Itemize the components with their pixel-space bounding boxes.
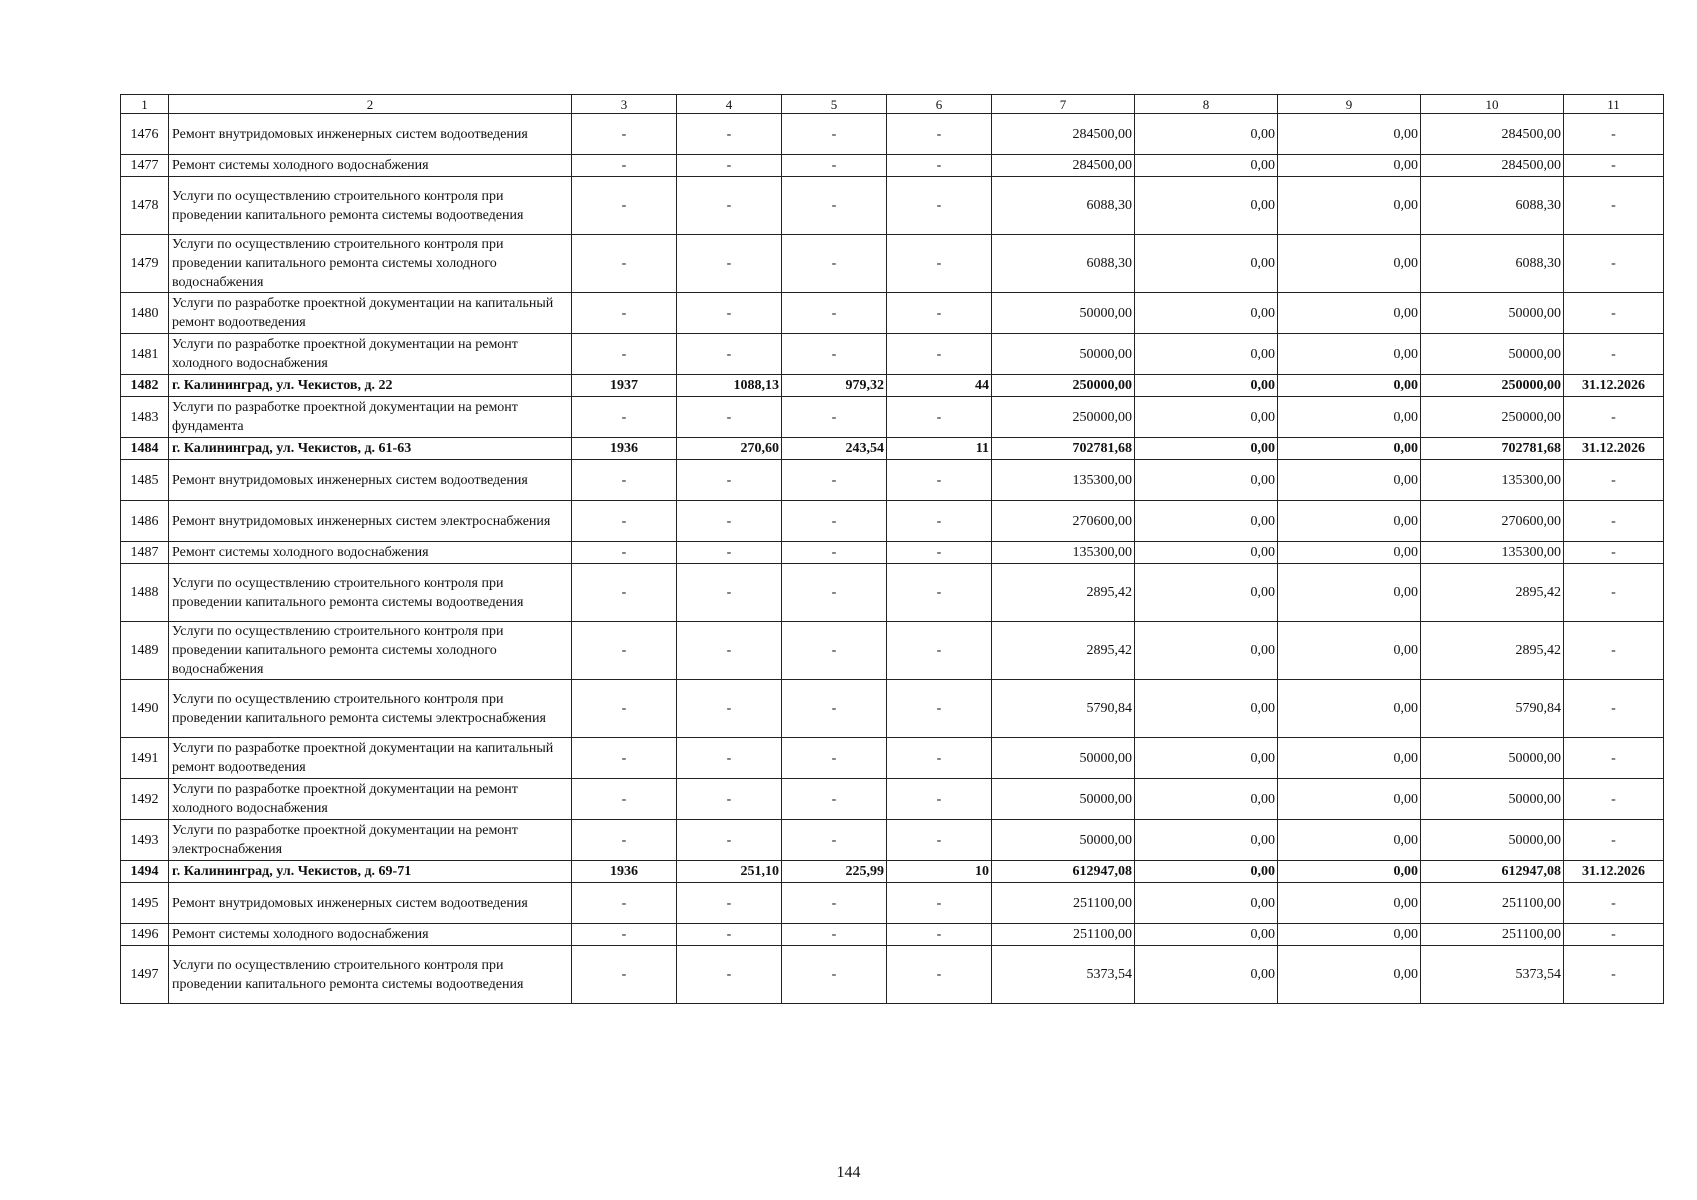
table-row (121, 114, 1664, 155)
col8-cell: 0,00 (1135, 293, 1278, 334)
total-cost-cell: 2895,42 (992, 564, 1135, 622)
col10-cell: 5373,54 (1421, 946, 1564, 1004)
description-cell: Услуги по разработке проектной документации на ремонт электроснабжения (169, 820, 572, 861)
deadline-cell: - (1564, 177, 1664, 235)
col8-cell: 0,00 (1135, 779, 1278, 820)
description-cell: Услуги по разработке проектной документации на капитальный ремонт водоотведения (169, 293, 572, 334)
col4-cell: - (677, 460, 782, 501)
col6-cell: - (887, 397, 992, 438)
col6-cell: - (887, 622, 992, 680)
header-cell-8: 8 (1135, 95, 1278, 114)
col6-cell: 11 (887, 438, 992, 460)
row-number-cell: 1493 (121, 820, 169, 861)
col6-cell: - (887, 779, 992, 820)
description-cell: Ремонт внутридомовых инженерных систем водоотведения (169, 460, 572, 501)
year-cell: - (572, 680, 677, 738)
col10-cell: 50000,00 (1421, 738, 1564, 779)
total-cost-cell: 50000,00 (992, 293, 1135, 334)
year-cell: - (572, 155, 677, 177)
table-row (121, 235, 1664, 293)
header-cell-1: 1 (121, 95, 169, 114)
col9-cell: 0,00 (1278, 293, 1421, 334)
description-cell: г. Калининград, ул. Чекистов, д. 61-63 (169, 438, 572, 460)
col8-cell: 0,00 (1135, 235, 1278, 293)
col9-cell: 0,00 (1278, 564, 1421, 622)
col8-cell: 0,00 (1135, 924, 1278, 946)
col6-cell: - (887, 293, 992, 334)
col5-cell: - (782, 680, 887, 738)
description-cell: Услуги по осуществлению строительного контроля при проведении капитального ремонта системы холодного водоснабжения (169, 235, 572, 293)
col10-cell: 50000,00 (1421, 293, 1564, 334)
col6-cell: - (887, 114, 992, 155)
description-cell: Услуги по разработке проектной документации на ремонт фундамента (169, 397, 572, 438)
col6-cell: 44 (887, 375, 992, 397)
row-number-cell: 1480 (121, 293, 169, 334)
row-number-cell: 1476 (121, 114, 169, 155)
header-cell-5: 5 (782, 95, 887, 114)
col8-cell: 0,00 (1135, 460, 1278, 501)
table-row (121, 564, 1664, 622)
col5-cell: - (782, 460, 887, 501)
col9-cell: 0,00 (1278, 397, 1421, 438)
col4-cell: 270,60 (677, 438, 782, 460)
deadline-cell: - (1564, 334, 1664, 375)
deadline-cell: - (1564, 564, 1664, 622)
table-row (121, 501, 1664, 542)
row-number-cell: 1478 (121, 177, 169, 235)
col10-cell: 5790,84 (1421, 680, 1564, 738)
col6-cell: - (887, 501, 992, 542)
col9-cell: 0,00 (1278, 460, 1421, 501)
header-cell-6: 6 (887, 95, 992, 114)
deadline-cell: - (1564, 622, 1664, 680)
col4-cell: - (677, 397, 782, 438)
total-cost-cell: 6088,30 (992, 177, 1135, 235)
col5-cell: - (782, 501, 887, 542)
description-cell: Услуги по разработке проектной документации на ремонт холодного водоснабжения (169, 334, 572, 375)
col6-cell: - (887, 155, 992, 177)
total-cost-cell: 50000,00 (992, 738, 1135, 779)
col5-cell: 243,54 (782, 438, 887, 460)
col10-cell: 135300,00 (1421, 460, 1564, 501)
total-cost-cell: 6088,30 (992, 235, 1135, 293)
row-number-cell: 1490 (121, 680, 169, 738)
total-cost-cell: 50000,00 (992, 334, 1135, 375)
col8-cell: 0,00 (1135, 375, 1278, 397)
deadline-cell: - (1564, 924, 1664, 946)
col4-cell: - (677, 680, 782, 738)
col9-cell: 0,00 (1278, 155, 1421, 177)
deadline-cell: - (1564, 460, 1664, 501)
row-number-cell: 1494 (121, 861, 169, 883)
col9-cell: 0,00 (1278, 680, 1421, 738)
col10-cell: 250000,00 (1421, 397, 1564, 438)
description-cell: Ремонт системы холодного водоснабжения (169, 542, 572, 564)
col9-cell: 0,00 (1278, 235, 1421, 293)
col5-cell: - (782, 293, 887, 334)
col10-cell: 251100,00 (1421, 883, 1564, 924)
col5-cell: - (782, 235, 887, 293)
col10-cell: 2895,42 (1421, 564, 1564, 622)
col5-cell: 225,99 (782, 861, 887, 883)
deadline-cell: - (1564, 738, 1664, 779)
col9-cell: 0,00 (1278, 375, 1421, 397)
row-number-cell: 1477 (121, 155, 169, 177)
row-number-cell: 1481 (121, 334, 169, 375)
col9-cell: 0,00 (1278, 924, 1421, 946)
col5-cell: - (782, 334, 887, 375)
works-table (120, 94, 1664, 1004)
table-row (121, 460, 1664, 501)
table-row (121, 738, 1664, 779)
header-cell-9: 9 (1278, 95, 1421, 114)
col9-cell: 0,00 (1278, 779, 1421, 820)
table-row (121, 680, 1664, 738)
deadline-cell: - (1564, 779, 1664, 820)
year-cell: - (572, 460, 677, 501)
column-number-header-row (121, 95, 1664, 114)
deadline-cell: - (1564, 501, 1664, 542)
year-cell: - (572, 397, 677, 438)
col4-cell: 1088,13 (677, 375, 782, 397)
page-number: 144 (836, 1164, 861, 1181)
col5-cell: - (782, 924, 887, 946)
col9-cell: 0,00 (1278, 542, 1421, 564)
table-row (121, 375, 1664, 397)
col10-cell: 702781,68 (1421, 438, 1564, 460)
col4-cell: - (677, 622, 782, 680)
col10-cell: 6088,30 (1421, 235, 1564, 293)
col9-cell: 0,00 (1278, 114, 1421, 155)
deadline-cell: - (1564, 946, 1664, 1004)
row-number-cell: 1482 (121, 375, 169, 397)
table-row (121, 542, 1664, 564)
col10-cell: 270600,00 (1421, 501, 1564, 542)
deadline-cell: - (1564, 820, 1664, 861)
col5-cell: - (782, 820, 887, 861)
col5-cell: - (782, 397, 887, 438)
total-cost-cell: 135300,00 (992, 460, 1135, 501)
col5-cell: - (782, 622, 887, 680)
col5-cell: - (782, 542, 887, 564)
col10-cell: 251100,00 (1421, 924, 1564, 946)
total-cost-cell: 135300,00 (992, 542, 1135, 564)
table-body (121, 95, 1664, 1004)
description-cell: Услуги по осуществлению строительного контроля при проведении капитального ремонта системы электроснабжения (169, 680, 572, 738)
col6-cell: - (887, 820, 992, 861)
year-cell: - (572, 779, 677, 820)
total-cost-cell: 50000,00 (992, 779, 1135, 820)
col8-cell: 0,00 (1135, 820, 1278, 861)
table-row (121, 924, 1664, 946)
col8-cell: 0,00 (1135, 564, 1278, 622)
col5-cell: - (782, 883, 887, 924)
table-row (121, 946, 1664, 1004)
row-number-cell: 1485 (121, 460, 169, 501)
col4-cell: - (677, 542, 782, 564)
col9-cell: 0,00 (1278, 861, 1421, 883)
year-cell: - (572, 293, 677, 334)
row-number-cell: 1492 (121, 779, 169, 820)
total-cost-cell: 251100,00 (992, 883, 1135, 924)
header-cell-11: 11 (1564, 95, 1664, 114)
col8-cell: 0,00 (1135, 155, 1278, 177)
col4-cell: 251,10 (677, 861, 782, 883)
row-number-cell: 1491 (121, 738, 169, 779)
year-cell: - (572, 564, 677, 622)
year-cell: - (572, 738, 677, 779)
year-cell: - (572, 622, 677, 680)
year-cell: 1936 (572, 861, 677, 883)
col10-cell: 50000,00 (1421, 779, 1564, 820)
table-row (121, 334, 1664, 375)
col9-cell: 0,00 (1278, 820, 1421, 861)
col6-cell: - (887, 542, 992, 564)
total-cost-cell: 612947,08 (992, 861, 1135, 883)
description-cell: Услуги по разработке проектной документации на ремонт холодного водоснабжения (169, 779, 572, 820)
deadline-cell: 31.12.2026 (1564, 438, 1664, 460)
year-cell: - (572, 177, 677, 235)
col10-cell: 250000,00 (1421, 375, 1564, 397)
description-cell: Услуги по осуществлению строительного контроля при проведении капитального ремонта системы водоотведения (169, 946, 572, 1004)
year-cell: 1936 (572, 438, 677, 460)
description-cell: г. Калининград, ул. Чекистов, д. 22 (169, 375, 572, 397)
description-cell: Ремонт системы холодного водоснабжения (169, 924, 572, 946)
header-cell-4: 4 (677, 95, 782, 114)
deadline-cell: - (1564, 680, 1664, 738)
col8-cell: 0,00 (1135, 334, 1278, 375)
description-cell: Услуги по осуществлению строительного контроля при проведении капитального ремонта системы холодного водоснабжения (169, 622, 572, 680)
deadline-cell: - (1564, 883, 1664, 924)
col6-cell: - (887, 460, 992, 501)
col6-cell: - (887, 334, 992, 375)
col6-cell: - (887, 883, 992, 924)
row-number-cell: 1496 (121, 924, 169, 946)
table-row (121, 622, 1664, 680)
year-cell: - (572, 114, 677, 155)
year-cell: - (572, 820, 677, 861)
col8-cell: 0,00 (1135, 177, 1278, 235)
col6-cell: - (887, 738, 992, 779)
col4-cell: - (677, 114, 782, 155)
col4-cell: - (677, 820, 782, 861)
total-cost-cell: 251100,00 (992, 924, 1135, 946)
col4-cell: - (677, 883, 782, 924)
col9-cell: 0,00 (1278, 438, 1421, 460)
col6-cell: 10 (887, 861, 992, 883)
deadline-cell: - (1564, 114, 1664, 155)
row-number-cell: 1495 (121, 883, 169, 924)
deadline-cell: 31.12.2026 (1564, 375, 1664, 397)
col4-cell: - (677, 946, 782, 1004)
table-row (121, 293, 1664, 334)
col10-cell: 284500,00 (1421, 155, 1564, 177)
col8-cell: 0,00 (1135, 438, 1278, 460)
description-cell: Услуги по осуществлению строительного контроля при проведении капитального ремонта системы водоотведения (169, 177, 572, 235)
col8-cell: 0,00 (1135, 622, 1278, 680)
col9-cell: 0,00 (1278, 738, 1421, 779)
col5-cell: - (782, 738, 887, 779)
table-row (121, 820, 1664, 861)
header-cell-3: 3 (572, 95, 677, 114)
col8-cell: 0,00 (1135, 501, 1278, 542)
description-cell: г. Калининград, ул. Чекистов, д. 69-71 (169, 861, 572, 883)
year-cell: - (572, 542, 677, 564)
col6-cell: - (887, 564, 992, 622)
col4-cell: - (677, 779, 782, 820)
table-row (121, 883, 1664, 924)
total-cost-cell: 5790,84 (992, 680, 1135, 738)
total-cost-cell: 702781,68 (992, 438, 1135, 460)
year-cell: - (572, 235, 677, 293)
year-cell: 1937 (572, 375, 677, 397)
col9-cell: 0,00 (1278, 946, 1421, 1004)
table-row (121, 861, 1664, 883)
year-cell: - (572, 946, 677, 1004)
col8-cell: 0,00 (1135, 946, 1278, 1004)
col6-cell: - (887, 680, 992, 738)
col4-cell: - (677, 235, 782, 293)
col4-cell: - (677, 293, 782, 334)
col9-cell: 0,00 (1278, 177, 1421, 235)
table-row (121, 155, 1664, 177)
col9-cell: 0,00 (1278, 622, 1421, 680)
col8-cell: 0,00 (1135, 883, 1278, 924)
table-row (121, 177, 1664, 235)
col10-cell: 284500,00 (1421, 114, 1564, 155)
col6-cell: - (887, 924, 992, 946)
col9-cell: 0,00 (1278, 883, 1421, 924)
total-cost-cell: 270600,00 (992, 501, 1135, 542)
col5-cell: - (782, 564, 887, 622)
row-number-cell: 1484 (121, 438, 169, 460)
row-number-cell: 1487 (121, 542, 169, 564)
col10-cell: 50000,00 (1421, 820, 1564, 861)
description-cell: Ремонт внутридомовых инженерных систем водоотведения (169, 114, 572, 155)
row-number-cell: 1483 (121, 397, 169, 438)
header-cell-7: 7 (992, 95, 1135, 114)
row-number-cell: 1479 (121, 235, 169, 293)
year-cell: - (572, 334, 677, 375)
col5-cell: - (782, 779, 887, 820)
col5-cell: 979,32 (782, 375, 887, 397)
header-cell-2: 2 (169, 95, 572, 114)
col4-cell: - (677, 738, 782, 779)
table-row (121, 397, 1664, 438)
col4-cell: - (677, 564, 782, 622)
description-cell: Ремонт внутридомовых инженерных систем электроснабжения (169, 501, 572, 542)
row-number-cell: 1486 (121, 501, 169, 542)
col5-cell: - (782, 114, 887, 155)
total-cost-cell: 284500,00 (992, 155, 1135, 177)
col8-cell: 0,00 (1135, 397, 1278, 438)
col5-cell: - (782, 155, 887, 177)
total-cost-cell: 2895,42 (992, 622, 1135, 680)
col4-cell: - (677, 155, 782, 177)
col6-cell: - (887, 235, 992, 293)
description-cell: Услуги по осуществлению строительного контроля при проведении капитального ремонта системы водоотведения (169, 564, 572, 622)
deadline-cell: - (1564, 397, 1664, 438)
col4-cell: - (677, 334, 782, 375)
col8-cell: 0,00 (1135, 738, 1278, 779)
deadline-cell: - (1564, 542, 1664, 564)
deadline-cell: 31.12.2026 (1564, 861, 1664, 883)
col10-cell: 6088,30 (1421, 177, 1564, 235)
col9-cell: 0,00 (1278, 334, 1421, 375)
col4-cell: - (677, 177, 782, 235)
col10-cell: 135300,00 (1421, 542, 1564, 564)
col6-cell: - (887, 177, 992, 235)
col10-cell: 50000,00 (1421, 334, 1564, 375)
header-cell-10: 10 (1421, 95, 1564, 114)
row-number-cell: 1497 (121, 946, 169, 1004)
total-cost-cell: 284500,00 (992, 114, 1135, 155)
col8-cell: 0,00 (1135, 114, 1278, 155)
col8-cell: 0,00 (1135, 680, 1278, 738)
col5-cell: - (782, 946, 887, 1004)
description-cell: Услуги по разработке проектной документации на капитальный ремонт водоотведения (169, 738, 572, 779)
col8-cell: 0,00 (1135, 861, 1278, 883)
total-cost-cell: 50000,00 (992, 820, 1135, 861)
total-cost-cell: 250000,00 (992, 397, 1135, 438)
description-cell: Ремонт системы холодного водоснабжения (169, 155, 572, 177)
deadline-cell: - (1564, 155, 1664, 177)
total-cost-cell: 250000,00 (992, 375, 1135, 397)
row-number-cell: 1489 (121, 622, 169, 680)
description-cell: Ремонт внутридомовых инженерных систем водоотведения (169, 883, 572, 924)
table-row (121, 779, 1664, 820)
deadline-cell: - (1564, 235, 1664, 293)
table-row (121, 438, 1664, 460)
year-cell: - (572, 883, 677, 924)
col10-cell: 612947,08 (1421, 861, 1564, 883)
deadline-cell: - (1564, 293, 1664, 334)
col4-cell: - (677, 924, 782, 946)
col5-cell: - (782, 177, 887, 235)
year-cell: - (572, 924, 677, 946)
col9-cell: 0,00 (1278, 501, 1421, 542)
col8-cell: 0,00 (1135, 542, 1278, 564)
col6-cell: - (887, 946, 992, 1004)
total-cost-cell: 5373,54 (992, 946, 1135, 1004)
row-number-cell: 1488 (121, 564, 169, 622)
col10-cell: 2895,42 (1421, 622, 1564, 680)
year-cell: - (572, 501, 677, 542)
col4-cell: - (677, 501, 782, 542)
